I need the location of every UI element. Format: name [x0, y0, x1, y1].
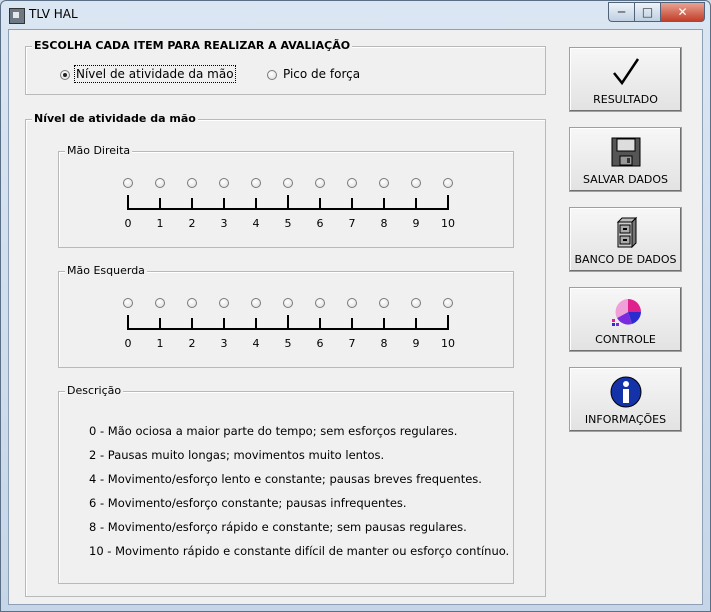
left-hand-radio-4[interactable]: [251, 298, 261, 308]
left-hand-group-title: Mão Esquerda: [67, 264, 145, 277]
right-hand-scale-label: 4: [252, 217, 260, 230]
description-line: 4 - Movimento/esforço lento e constante; pausas breves frequentes.: [89, 472, 482, 486]
radio-peak-force-label[interactable]: Pico de força: [283, 67, 361, 81]
left-hand-radio-6[interactable]: [315, 298, 325, 308]
database-button-label: BANCO DE DADOS: [574, 253, 677, 266]
radio-peak-force[interactable]: [267, 70, 277, 80]
left-hand-tick-2: [191, 318, 193, 328]
window-title: TLV HAL: [29, 7, 78, 21]
right-hand-scale-label: 5: [284, 217, 292, 230]
left-hand-group: [58, 264, 514, 368]
right-hand-radio-6[interactable]: [315, 178, 325, 188]
left-hand-scale-label: 4: [252, 337, 260, 350]
minimize-icon: ─: [617, 5, 626, 19]
floppy-disk-icon: [610, 136, 642, 168]
radio-hand-activity-label[interactable]: Nível de atividade da mão: [76, 67, 234, 81]
left-hand-radio-10[interactable]: [443, 298, 453, 308]
information-button[interactable]: [569, 367, 682, 432]
right-hand-scale-line: [127, 208, 449, 210]
description-line: 6 - Movimento/esforço constante; pausas infrequentes.: [89, 496, 407, 510]
right-hand-radio-0[interactable]: [123, 178, 133, 188]
left-hand-tick-8: [383, 318, 385, 328]
left-hand-radio-5[interactable]: [283, 298, 293, 308]
result-button-label: RESULTADO: [593, 93, 658, 106]
hand-activity-group: [25, 112, 546, 597]
right-hand-tick-4: [255, 198, 257, 208]
control-button-label: CONTROLE: [595, 333, 656, 346]
right-hand-radio-10[interactable]: [443, 178, 453, 188]
left-hand-scale-label: 7: [348, 337, 356, 350]
close-button[interactable]: [660, 2, 705, 22]
right-hand-radio-5[interactable]: [283, 178, 293, 188]
right-hand-tick-8: [383, 198, 385, 208]
control-button[interactable]: [569, 287, 682, 352]
right-hand-scale-label: 8: [380, 217, 388, 230]
description-line: 2 - Pausas muito longas; movimentos muito lentos.: [89, 448, 385, 462]
save-data-button-label: SALVAR DADOS: [582, 173, 669, 186]
left-hand-radio-8[interactable]: [379, 298, 389, 308]
right-hand-tick-6: [319, 198, 321, 208]
description-group: [58, 384, 514, 584]
radio-hand-activity[interactable]: [60, 70, 70, 80]
description-line: 10 - Movimento rápido e constante difícil de manter ou esforço contínuo.: [89, 544, 510, 558]
file-cabinet-icon: [610, 216, 642, 248]
app-icon[interactable]: [9, 8, 25, 24]
right-hand-scale-label: 3: [220, 217, 228, 230]
right-hand-group-title: Mão Direita: [67, 144, 131, 157]
right-hand-radio-3[interactable]: [219, 178, 229, 188]
right-hand-radio-4[interactable]: [251, 178, 261, 188]
left-hand-scale-label: 10: [441, 337, 455, 350]
right-hand-radio-2[interactable]: [187, 178, 197, 188]
right-hand-tick-9: [415, 198, 417, 208]
left-hand-scale-label: 5: [284, 337, 292, 350]
database-button[interactable]: [569, 207, 682, 272]
right-hand-radio-8[interactable]: [379, 178, 389, 188]
description-line: 8 - Movimento/esforço rápido e constante; sem pausas regulares.: [89, 520, 467, 534]
left-hand-scale-label: 8: [380, 337, 388, 350]
right-hand-tick-2: [191, 198, 193, 208]
right-hand-scale-label: 1: [156, 217, 164, 230]
left-hand-tick-9: [415, 318, 417, 328]
left-hand-radio-2[interactable]: [187, 298, 197, 308]
left-hand-scale-label: 2: [188, 337, 196, 350]
left-hand-scale-line: [127, 328, 449, 330]
maximize-button[interactable]: [634, 2, 660, 22]
left-hand-tick-6: [319, 318, 321, 328]
description-line: 0 - Mão ociosa a maior parte do tempo; sem esforços regulares.: [89, 424, 458, 438]
title-bar[interactable]: [1, 1, 710, 29]
right-hand-scale-label: 0: [124, 217, 132, 230]
left-hand-scale-label: 3: [220, 337, 228, 350]
left-hand-scale-label: 6: [316, 337, 324, 350]
left-hand-scale-label: 9: [412, 337, 420, 350]
description-group-title: Descrição: [67, 384, 122, 397]
right-hand-group: [58, 144, 514, 248]
information-button-label: INFORMAÇÕES: [584, 413, 667, 426]
maximize-icon: □: [641, 5, 654, 19]
right-hand-scale-label: 6: [316, 217, 324, 230]
info-icon: [610, 376, 642, 408]
save-data-button[interactable]: [569, 127, 682, 192]
left-hand-scale-label: 0: [124, 337, 132, 350]
left-hand-tick-3: [223, 318, 225, 328]
left-hand-scale-label: 1: [156, 337, 164, 350]
left-hand-radio-9[interactable]: [411, 298, 421, 308]
close-icon: ✕: [677, 5, 688, 19]
left-hand-tick-1: [159, 318, 161, 328]
left-hand-radio-7[interactable]: [347, 298, 357, 308]
hand-activity-group-title: Nível de atividade da mão: [34, 112, 196, 125]
checkmark-icon: [610, 56, 642, 88]
client-area: [8, 29, 703, 605]
left-hand-radio-0[interactable]: [123, 298, 133, 308]
right-hand-tick-3: [223, 198, 225, 208]
right-hand-scale-label: 9: [412, 217, 420, 230]
right-hand-radio-9[interactable]: [411, 178, 421, 188]
left-hand-tick-4: [255, 318, 257, 328]
left-hand-tick-7: [351, 318, 353, 328]
right-hand-scale-label: 10: [441, 217, 455, 230]
right-hand-radio-7[interactable]: [347, 178, 357, 188]
right-hand-tick-7: [351, 198, 353, 208]
right-hand-scale-label: 2: [188, 217, 196, 230]
right-hand-radio-1[interactable]: [155, 178, 165, 188]
choose-item-group: [25, 39, 546, 95]
left-hand-radio-1[interactable]: [155, 298, 165, 308]
right-hand-scale-label: 7: [348, 217, 356, 230]
window-controls: [608, 2, 705, 21]
pie-chart-icon: [610, 296, 642, 328]
right-hand-tick-1: [159, 198, 161, 208]
result-button[interactable]: [569, 47, 682, 112]
choose-item-group-title: ESCOLHA CADA ITEM PARA REALIZAR A AVALIAÇÃO: [34, 39, 351, 52]
minimize-button[interactable]: [608, 2, 634, 22]
left-hand-radio-3[interactable]: [219, 298, 229, 308]
